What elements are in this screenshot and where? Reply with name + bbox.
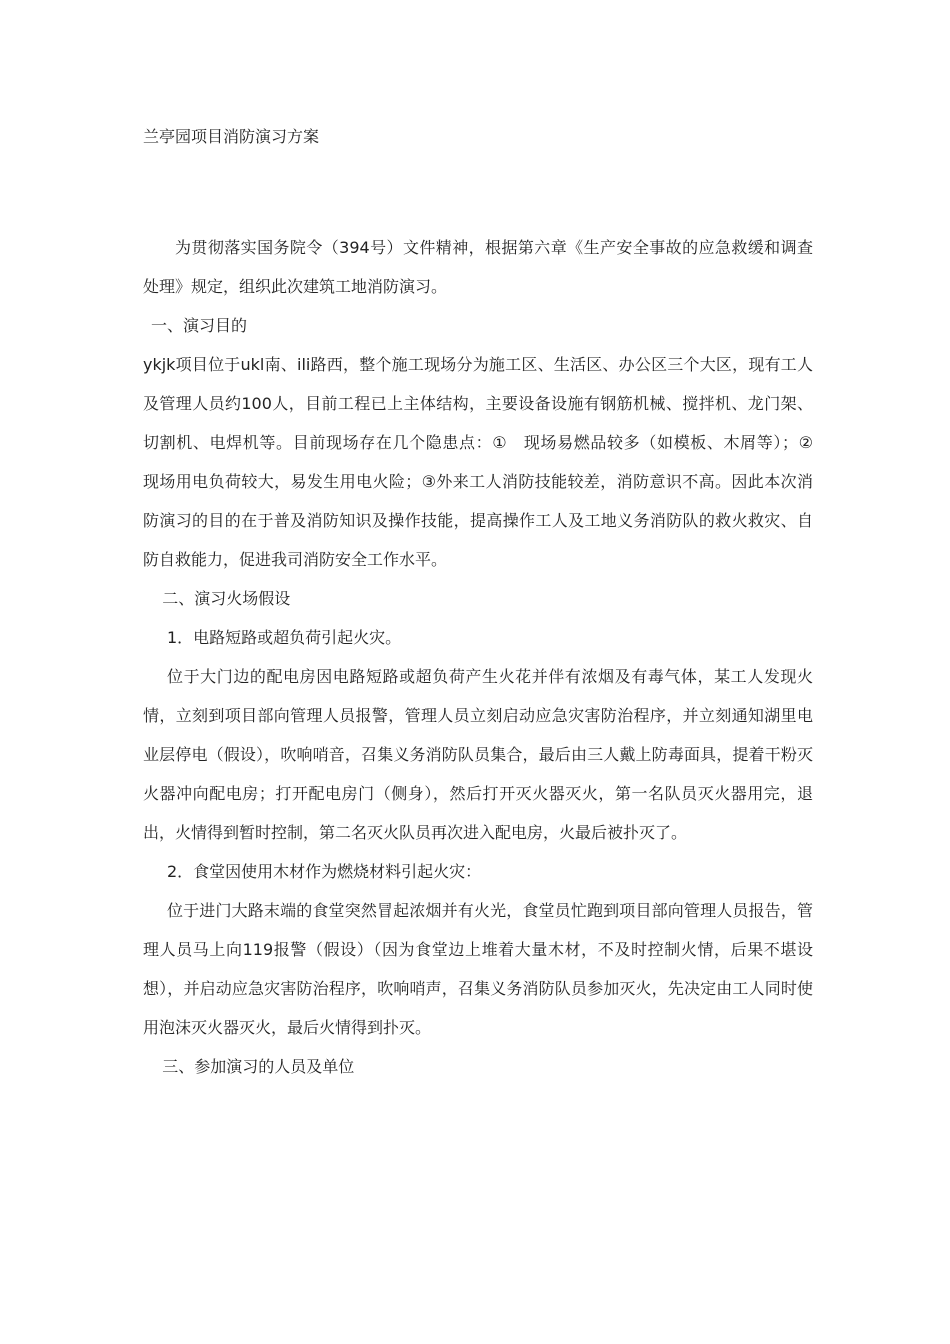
scenario-1-heading: 1．电路短路或超负荷引起火灾。 [167,628,402,647]
purpose-paragraph: ykjk项目位于ukl南、ili路西，整个施工现场分为施工区、生活区、办公区三个大区，现有工人及管理人员约100人，目前工程已上主体结构，主要设备设施有钢筋机械、搅拌机、龙门架、切割机、电焊机等。目前现场存在几个隐患点：① 现场易燃品较多（如模板、木屑等）；② 现场用电负荷较大，易发生用电火险；③外来工人消防技能较差，消防意识不高。因此本次消防演习的目的在于普及消防知识及操作技能，提高操作工人及工地义务消防队的救火救灾、自防自救能力，促进我司消防安全工作水平。 [143,355,830,569]
section-heading-participants: 三、参加演习的人员及单位 [162,1057,355,1076]
scenario-1-paragraph: 位于大门边的配电房因电路短路或超负荷产生火花并伴有浓烟及有毒气体，某工人发现火情，立刻到项目部向管理人员报警，管理人员立刻启动应急灾害防治程序，并立刻通知湖里电业层停电（假设），吹响哨音，召集义务消防队员集合，最后由三人戴上防毒面具，提着干粉灭火器冲向配电房；打开配电房门（侧身），然后打开灭火器灭火，第一名队员灭火器用完，退出，火情得到暂时控制，第二名灭火队员再次进入配电房，火最后被扑灭了。 [143,667,813,842]
section-heading-purpose: 一、演习目的 [151,316,248,335]
intro-paragraph: 为贯彻落实国务院令（394号）文件精神，根据第六章《生产安全事故的应急救缓和调查处理》规定，组织此次建筑工地消防演习。 [143,238,813,296]
scenario-2-paragraph: 位于进门大路末端的食堂突然冒起浓烟并有火光，食堂员忙跑到项目部向管理人员报告，管理人员马上向119报警（假设）（因为食堂边上堆着大量木材，不及时控制火情，后果不堪设想），并启动应急灾害防治程序，吹响哨声，召集义务消防队员参加灭火，先决定由工人同时使用泡沫灭火器灭火，最后火情得到扑灭。 [143,901,813,1037]
scenario-2-heading: 2．食堂因使用木材作为燃烧材料引起火灾： [167,862,482,881]
document-body [143,228,830,1086]
document-title: 兰亭园项目消防演习方案 [143,127,320,146]
section-heading-fire-scenarios: 二、演习火场假设 [162,589,291,608]
